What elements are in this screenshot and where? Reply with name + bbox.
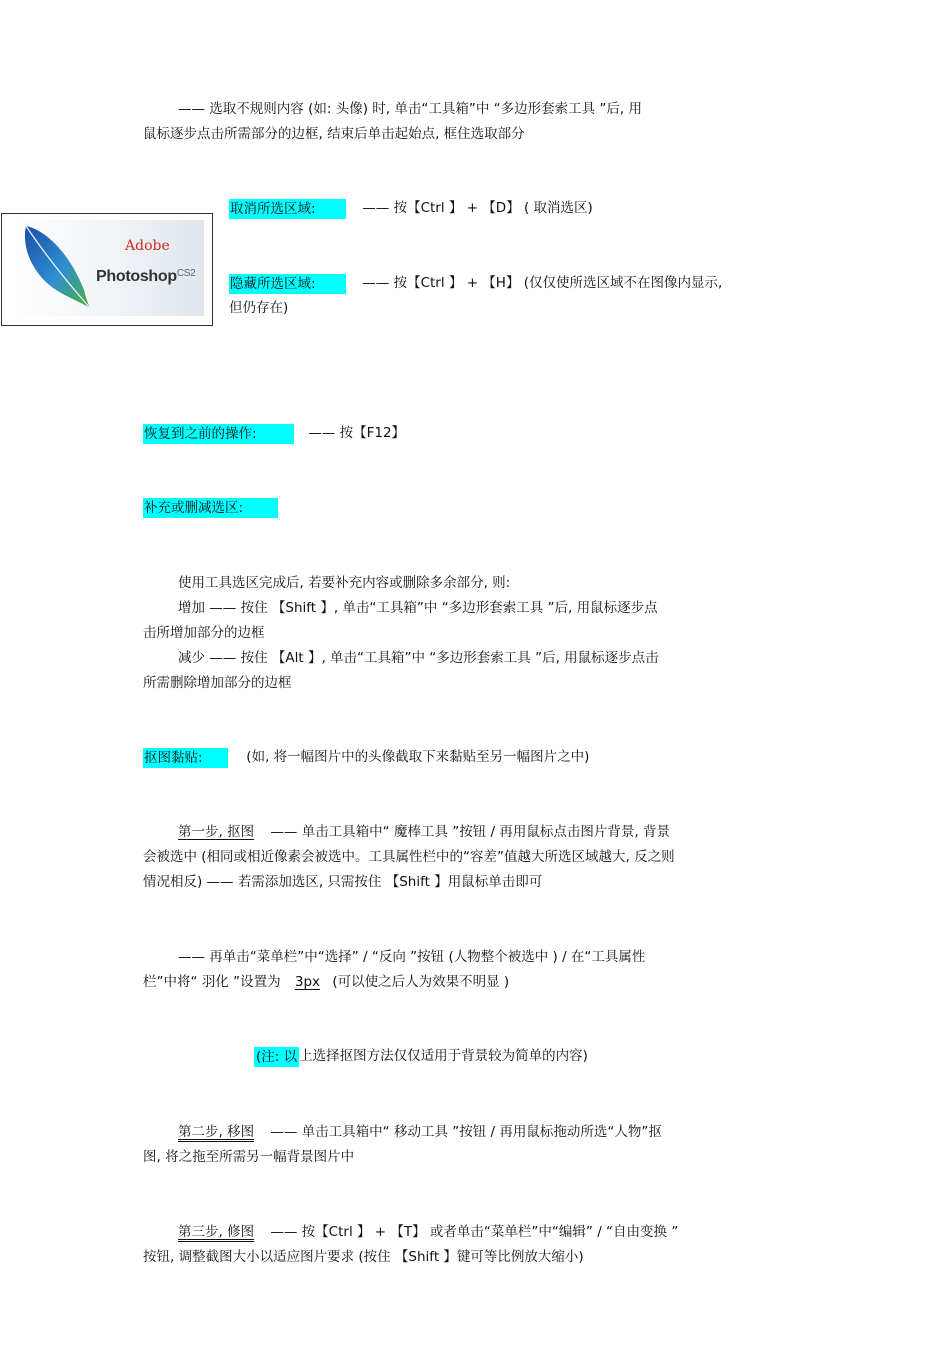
note-row [254,1047,588,1067]
modify-line-1: 使用工具选区完成后, 若要补充内容或删除多余部分, 则: [178,575,511,591]
step1-line-3: 情况相反) —— 若需添加选区, 只需按住 【Shift 】用鼠标单击即可 [143,874,543,890]
modify-line-4: 减少 —— 按住 【Alt 】, 单击“工具箱”中 “多边形套索工具 ”后, 用鼠标逐步点击 [178,650,659,666]
modify-label: 补充或删减选区: [143,498,278,518]
intro-line-2: 鼠标逐步点击所需部分的边框, 结束后单击起始点, 框住选取部分 [143,126,525,142]
photoshop-logo [1,213,213,326]
feather-value: 3px [294,974,321,990]
hide-row [229,274,722,294]
hide-text: —— 按【Ctrl 】 + 【H】 (仅仅使所选区域不在图像内显示, [362,275,723,291]
cutout-row [143,748,589,768]
modify-line-2: 增加 —— 按住 【Shift 】, 单击“工具箱”中 “多边形套索工具 ”后, 用鼠标逐步点 [178,600,658,616]
step3-title: 第三步, 修图 [178,1224,255,1240]
step3-line-2: 按钮, 调整截图大小以适应图片要求 (按住 【Shift 】键可等比例放大缩小) [143,1249,584,1265]
step1-line-1: 第一步, 抠图 —— 单击工具箱中“ 魔棒工具 ”按钮 / 再用鼠标点击图片背景, 背景 [178,824,670,840]
step1-line-2: 会被选中 (相同或相近像素会被选中。工具属性栏中的“容差”值越大所选区域越大, 反之则 [143,849,675,865]
step3-line-1: 第三步, 修图 —— 按【Ctrl 】 + 【T】 或者单击“菜单栏”中“编辑” / “自由变换 ” [178,1224,679,1240]
note-text: 上选择抠图方法仅仅适用于背景较为简单的内容) [299,1048,588,1064]
step1-line-5: 栏”中将“ 羽化 ”设置为 3px (可以使之后人为效果不明显 ) [143,974,510,990]
logo-product-text: Photoshop$^{CS2}$ [96,268,196,285]
feather-icon [12,220,108,316]
modify-line-5: 所需删除增加部分的边框 [143,675,292,691]
hide-label: 隐藏所选区域: [229,274,346,294]
note-highlight: (注: 以 [256,1049,298,1065]
step1-title: 第一步, 抠图 [178,824,255,840]
logo-adobe-text: Adobe [125,238,170,254]
modify-row [143,498,278,518]
restore-row [143,424,405,444]
step2-line-2: 图, 将之拖至所需另一幅背景图片中 [143,1149,355,1165]
restore-label: 恢复到之前的操作: [143,424,294,444]
step2-title: 第二步, 移图 [178,1124,255,1140]
modify-line-3: 击所增加部分的边框 [143,625,265,641]
restore-text: —— 按【F12】 [308,425,406,441]
step1-line-4: —— 再单击“菜单栏”中“选择” / “反向 ”按钮 (人物整个被选中 ) / 在“工具属性 [178,949,646,965]
step2-line-1: 第二步, 移图 —— 单击工具箱中“ 移动工具 ”按钮 / 再用鼠标拖动所选“人物”抠 [178,1124,662,1140]
cancel-row [229,199,593,219]
cutout-text: (如, 将一幅图片中的头像截取下来黏贴至另一幅图片之中) [246,749,590,765]
hide-text-2: 但仍存在) [229,300,289,316]
cutout-label: 抠图黏贴: [143,748,228,768]
cancel-text: —— 按【Ctrl 】 + 【D】 ( 取消选区) [362,200,593,216]
intro-line-1: —— 选取不规则内容 (如: 头像) 时, 单击“工具箱”中 “多边形套索工具 ”后, 用 [178,101,642,117]
cancel-label: 取消所选区域: [229,199,346,219]
